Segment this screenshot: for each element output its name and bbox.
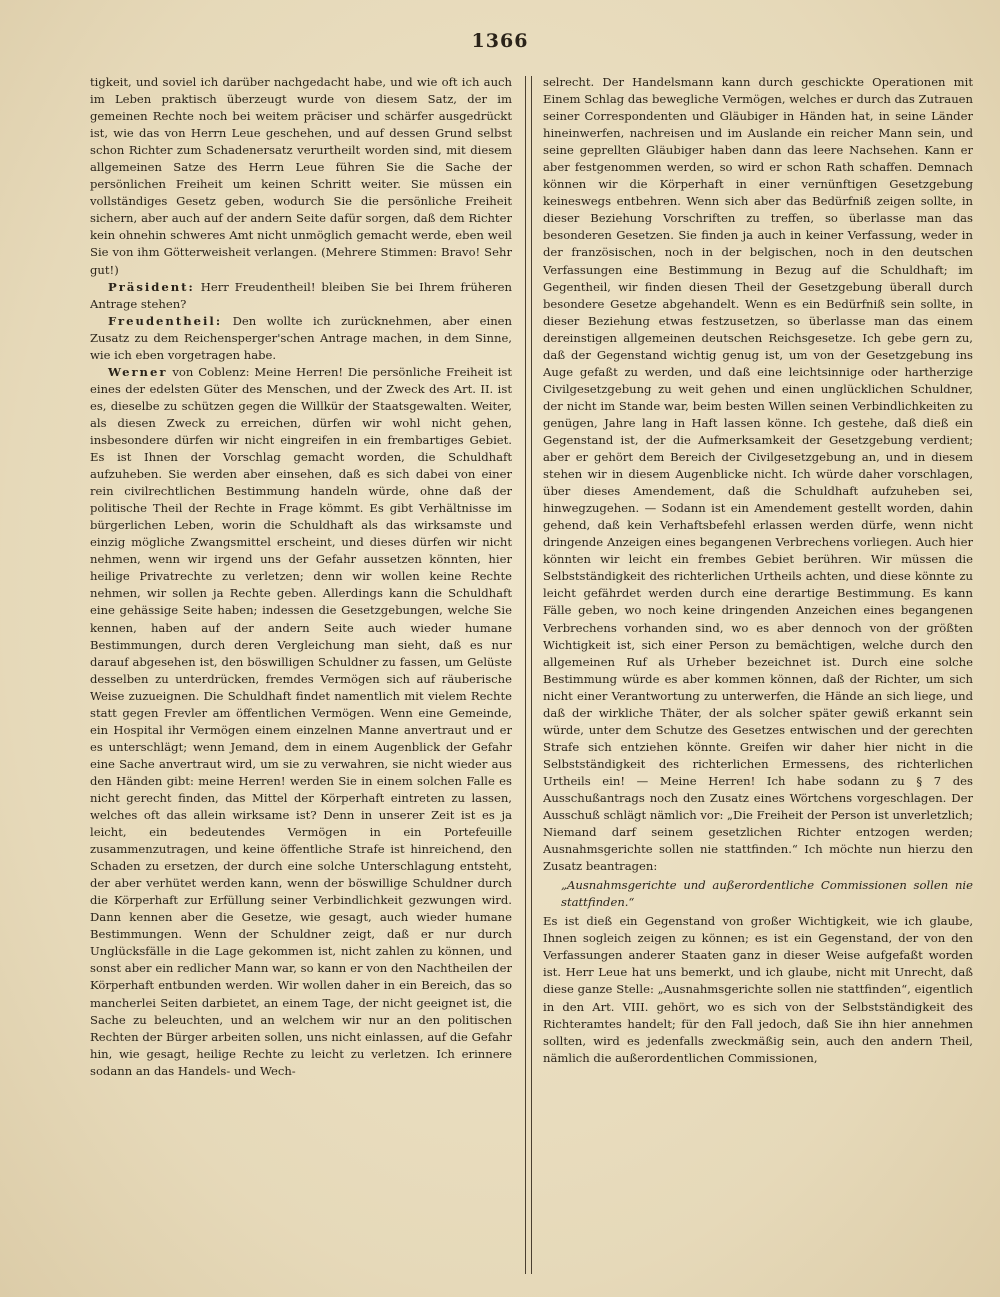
right-paragraph-2: Es ist dieß ein Gegenstand von großer Wichtigkeit, wie ich glaube, Ihnen sogleich zeigen zu können; es ist ein Gegenstand, der von den Verfassungen anderer Staaten ganz in dieser Weise aufgefaßt worden ist. Herr Leue hat uns bemerkt, und ich glaube, nicht mit Unrecht, daß diese ganze Stelle: „Ausnahmsgerichte sollen nie stattfinden“, eigentlich in den Art. VIII. gehört, wo es sich von der Selbstständigkeit des Richteramtes handelt; für den Fall jedoch, daß Sie ihn hier annehmen sollten, wird es jedenfalls zweckmäßig sein, auch den andern Theil, nämlich die außerordentlichen Commissionen, [543, 914, 973, 1065]
speaker-name: Freudentheil: [108, 313, 223, 328]
left-paragraph-1: tigkeit, und soviel ich darüber nachgedacht habe, und wie oft ich auch im Leben praktisch überzeugt wurde von diesem Satz, der im gemeinen Rechte noch bei weitem präciser und schärfer ausgedrückt ist, wie das von Herrn Leue geschehen, und auf dessen Grund selbst schon Richter zum Schadenersatz verurtheilt worden sind, mit diesem allgemeinen Satze des Herrn Leue führen Sie die Sache der persönlichen Freiheit um keinen Schritt weiter. Sie müssen ein vollständiges Gesetz geben, wodurch Sie die persönliche Freiheit sichern, aber auch auf der andern Seite dafür sorgen, daß dem Richter kein ohnehin schweres Amt nicht unmöglich gemacht werde, eben weil Sie von ihm Götterweisheit verlangen. (Mehrere Stimmen: Bravo! Sehr gut!) [90, 75, 512, 277]
left-paragraph-2 [90, 279, 512, 313]
page-number: 1366 [471, 30, 529, 52]
speaker-name: Werner [108, 364, 168, 379]
speech-text: Herr Freudentheil! bleiben Sie bei Ihrem früheren Antrage stehen? [90, 279, 512, 311]
right-paragraph-1: selrecht. Der Handelsmann kann durch geschickte Operationen mit Einem Schlag das bewegliche Vermögen, welches er durch das Zutrauen seiner Correspondenten und Gläubiger in Händen hat, in seine Länder hineinwerfen, nachreisen und im Auslande ein reicher Mann sein, und seine geprellten Gläubiger haben dann das leere Nachsehen. Kann er aber festgenommen werden, so wird er schon Rath schaffen. Demnach können wir die Körperhaft in einer vernünftigen Gesetzgebung keineswegs entbehren. Wenn sich aber das Bedürfniß zeigen sollte, in dieser Beziehung Vorschriften zu treffen, so überlasse man das besonderen Gesetzen. Sie finden ja auch in keiner Verfassung, weder in der französischen, noch in der belgischen, noch in den deutschen Verfassungen eine Bestimmung in Bezug auf die Schuldhaft; im Gegentheil, wir finden diesen Theil der Gesetzgebung überall durch besondere Gesetze abgehandelt. Wenn es ein Bedürfniß sein sollte, in dieser Beziehung etwas festzusetzen, so überlasse man das einem dereinstigen allgemeinen deutschen Reichsgesetze. Ich gebe gern zu, daß der Gegenstand wichtig genug ist, um von der Gesetzgebung ins Auge gefaßt zu werden, und daß eine leichtsinnige oder hartherzige Civilgesetzgebung zu weit gehen und einen unglücklichen Schuldner, der nicht im Stande war, beim besten Willen seinen Verbindlichkeiten zu genügen, Jahre lang in Haft lassen könne. Ich gestehe, daß dieß ein Gegenstand ist, der die Aufmerksamkeit der Gesetzgebung verdient; aber er gehört dem Bereich der Civilgesetzgebung an, und in diesem stehen wir in diesem Augenblicke nicht. Ich würde daher vorschlagen, über dieses Amendement, daß die Schuldhaft aufzuheben sei, hinwegzugehen. — Sodann ist ein Amendement gestellt worden, dahin gehend, daß kein Verhaftsbefehl erlassen werden dürfe, wenn nicht dringende Anzeigen eines begangenen Verbrechens vorliegen. Auch hier könnten wir leicht ein frembes Gebiet berühren. Wir müssen die Selbstständigkeit des richterlichen Urtheils achten, und diese könnte zu leicht gefährdet werden durch eine derartige Bestimmung. Es kann Fälle geben, wo noch keine dringenden Anzeichen eines begangenen Verbrechens vorhanden sind, wo es aber dennoch von der größten Wichtigkeit ist, sich einer Person zu bemächtigen, welche durch den allgemeinen Ruf als Urheber bezeichnet ist. Durch eine solche Bestimmung würde es aber kommen können, daß der Richter, um sich nicht einer Verantwortung zu unterwerfen, die Hände an sich liege, und daß der wirkliche Thäter, der als solcher später gewiß erkannt sein würde, unter dem Schutze des Gesetzes entwischen und der gerechten Strafe sich entziehen könnte. Greifen wir daher hier nicht in die Selbstständigkeit des richterlichen Ermessens, des richterlichen Urtheils ein! — Meine Herren! Ich habe sodann zu § 7 des Ausschußantrags noch den Zusatz eines Wörtchens vorgeschlagen. Der Ausschuß schlägt nämlich vor: „Die Freiheit der Person ist unverletzlich; Niemand darf seinem gesetzlichen Richter entzogen werden; Ausnahmsgerichte sollen nie stattfinden.“ Ich möchte nun hierzu den Zusatz beantragen: [543, 75, 973, 874]
speaker-name: Präsident: [108, 279, 195, 294]
speech-text: von Coblenz: Meine Herren! Die persönliche Freiheit ist eines der edelsten Güter des Menschen, und der Zweck des Art. II. ist es, dieselbe zu schützen gegen die Willkür der Staatsgewalten. Weiter, als diesen Zweck zu erreichen, dürfen wir wohl nicht gehen, insbesondere dürfen wir nicht eingreifen in ein frembartiges Gebiet. Es ist Ihnen der Vorschlag gemacht worden, die Schuldhaft aufzuheben. Sie werden aber einsehen, daß es sich dabei von einer rein civilrechtlichen Bestimmung handeln würde, ohne daß der politische Theil der Rechte in Frage kömmt. Es gibt Verhältnisse im bürgerlichen Leben, worin die Schuldhaft als das wirksamste und einzig mögliche Zwangsmittel erscheint, und dieses dürfen wir nicht nehmen, wenn wir irgend uns der Gefahr aussetzen könnten, hier heilige Privatrechte zu verletzen; denn wir wollen keine Rechte nehmen, wir sollen ja Rechte geben. Allerdings kann die Schuldhaft eine gehässige Seite haben; indessen die Gesetzgebungen, welche Sie kennen, haben auf der andern Seite auch wieder humane Bestimmungen, durch deren Vergleichung man sieht, daß es nur darauf abgesehen ist, den böswilligen Schuldner zu fassen, um Gelüste desselben zu unterdrücken, fremdes Vermögen sich auf räuberische Weise zuzueignen. Die Schuldhaft findet namentlich mit vielem Rechte statt gegen Frevler am öffentlichen Vermögen. Wenn eine Gemeinde, ein Hospital ihr Vermögen einem einzelnen Manne anvertraut und er es unterschlägt; wenn Jemand, dem in einem Augenblick der Gefahr eine Sache anvertraut wird, um sie zu verwahren, sie nicht wieder aus den Händen gibt: meine Herren! werden Sie in einem solchen Falle es nicht gerecht finden, das Mittel der Körperhaft eintreten zu lassen, welches oft das allein wirksame ist? Denn in unserer Zeit ist es ja leicht, ein bedeutendes Vermögen in ein Portefeuille zusammenzutragen, und keine öffentliche Strafe ist hinreichend, den Schaden zu ersetzen, der durch eine solche Unterschlagung entsteht, der aber verhütet werden kann, wenn der böswillige Schuldner durch die Körperhaft zur Erfüllung seiner Verbindlichkeit gezwungen wird. Dann kennen aber die Gesetze, wie gesagt, auch wieder humane Bestimmungen. Wenn der Schuldner zeigt, daß er nur durch Unglücksfälle in die Lage gekommen ist, nicht zahlen zu können, und sonst aber ein redlicher Mann war, so kann er von den Nachtheilen der Körperhaft entbunden werden. Wir wollen daher in ein Bereich, das so mancherlei Seiten darbietet, an einem Tage, der nicht geeignet ist, die Sache zu beleuchten, und an welchem wir nur an den politischen Rechten der Bürger arbeiten sollen, uns nicht einlassen, auf die Gefahr hin, wie gesagt, heilige Rechte zu leicht zu verletzen. Ich erinnere sodann an das Handels- und Wech- [90, 364, 512, 1078]
left-paragraph-4 [90, 364, 512, 1080]
left-paragraph-3 [90, 313, 512, 364]
column-divider [525, 76, 532, 1274]
proposed-amendment-quote: „Ausnahmsgerichte und außerordentliche Commissionen sollen nie stattfinden.“ [561, 878, 973, 910]
right-column [543, 74, 973, 1274]
speech-text: Den wollte ich zurücknehmen, aber einen Zusatz zu dem Reichensperger'schen Antrage machen, in dem Sinne, wie ich eben vorgetragen habe. [90, 313, 512, 362]
left-column [90, 74, 512, 1274]
